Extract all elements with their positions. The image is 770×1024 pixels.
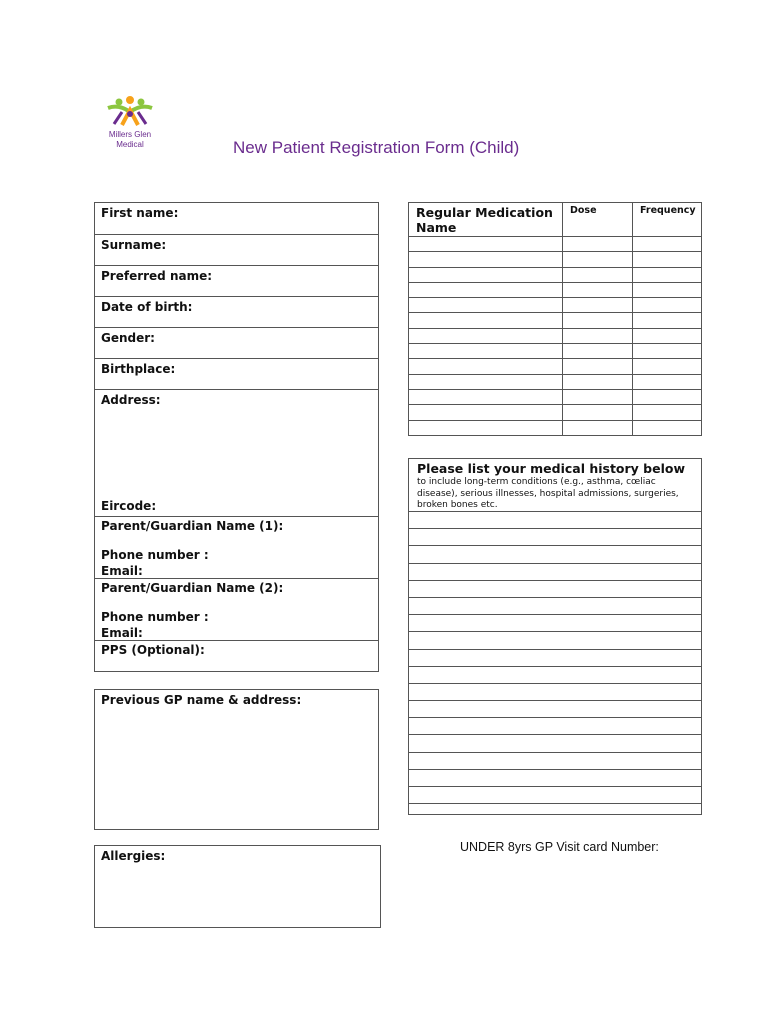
medication-cell[interactable] (633, 252, 702, 267)
medication-row (409, 298, 702, 313)
medication-cell[interactable] (633, 237, 702, 252)
medication-cell[interactable] (563, 389, 633, 404)
medication-cell[interactable] (633, 359, 702, 374)
medication-cell[interactable] (633, 328, 702, 343)
medication-table (408, 202, 702, 436)
medical-history-heading: Please list your medical history below (417, 461, 686, 476)
guardian1-phone-label: Phone number : (101, 548, 209, 562)
history-line[interactable] (409, 528, 701, 545)
medication-cell[interactable] (563, 282, 633, 297)
medication-cell[interactable] (409, 267, 563, 282)
medication-cell[interactable] (633, 282, 702, 297)
medication-cell[interactable] (409, 313, 563, 328)
first-name-label: First name: (101, 206, 179, 220)
medication-cell[interactable] (563, 267, 633, 282)
history-line[interactable] (409, 683, 701, 700)
gp-visit-card-label: UNDER 8yrs GP Visit card Number: (460, 840, 659, 854)
medication-name-header: Regular Medication Name (409, 203, 563, 237)
medication-row (409, 313, 702, 328)
medication-row (409, 389, 702, 404)
eircode-label: Eircode: (101, 499, 157, 513)
medication-row (409, 237, 702, 252)
guardian1-label: Parent/Guardian Name (1): (101, 519, 284, 533)
medication-cell[interactable] (409, 389, 563, 404)
address-field[interactable] (95, 390, 379, 517)
guardian2-email-label: Email: (101, 626, 143, 640)
medication-cell[interactable] (409, 328, 563, 343)
medication-cell[interactable] (563, 328, 633, 343)
people-logo-icon (100, 92, 160, 130)
medication-cell[interactable] (563, 374, 633, 389)
medication-cell[interactable] (563, 298, 633, 313)
medication-cell[interactable] (633, 298, 702, 313)
medication-row (409, 405, 702, 420)
medication-cell[interactable] (563, 252, 633, 267)
history-line[interactable] (409, 769, 701, 786)
form-title: New Patient Registration Form (Child) (233, 138, 520, 157)
guardian2-field[interactable] (95, 579, 379, 641)
dob-field[interactable] (95, 297, 379, 328)
medication-cell[interactable] (409, 282, 563, 297)
guardian1-field[interactable] (95, 517, 379, 579)
medication-cell[interactable] (563, 405, 633, 420)
medication-cell[interactable] (409, 405, 563, 420)
surname-label: Surname: (101, 238, 167, 252)
guardian2-label: Parent/Guardian Name (2): (101, 581, 284, 595)
medication-cell[interactable] (563, 344, 633, 359)
logo-line1: Millers Glen (108, 130, 152, 139)
medication-cell[interactable] (409, 252, 563, 267)
medication-row (409, 359, 702, 374)
allergies-box[interactable] (94, 845, 381, 928)
medication-cell[interactable] (633, 344, 702, 359)
medication-row (409, 282, 702, 297)
preferred-name-field[interactable] (95, 266, 379, 297)
medication-cell[interactable] (633, 267, 702, 282)
history-line[interactable] (409, 545, 701, 562)
history-line[interactable] (409, 734, 701, 751)
address-label: Address: (101, 393, 161, 407)
birthplace-label: Birthplace: (101, 362, 176, 376)
first-name-field[interactable] (95, 203, 379, 235)
frequency-header: Frequency (633, 203, 702, 237)
pps-label: PPS (Optional): (101, 643, 205, 657)
pps-field[interactable] (95, 641, 379, 672)
medication-cell[interactable] (563, 237, 633, 252)
history-line[interactable] (409, 649, 701, 666)
preferred-name-label: Preferred name: (101, 269, 213, 283)
medication-cell[interactable] (409, 344, 563, 359)
medication-cell[interactable] (633, 420, 702, 435)
previous-gp-box[interactable] (94, 689, 379, 830)
personal-details-table (94, 202, 379, 672)
history-line[interactable] (409, 563, 701, 580)
medical-history-lines (409, 511, 701, 815)
history-line[interactable] (409, 786, 701, 803)
dose-header: Dose (563, 203, 633, 237)
gender-field[interactable] (95, 328, 379, 359)
guardian1-email-label: Email: (101, 564, 143, 578)
medication-cell[interactable] (409, 237, 563, 252)
medication-cell[interactable] (633, 405, 702, 420)
surname-field[interactable] (95, 235, 379, 266)
history-line[interactable] (409, 717, 701, 734)
medication-cell[interactable] (633, 374, 702, 389)
medication-row (409, 420, 702, 435)
medication-cell[interactable] (563, 359, 633, 374)
history-line[interactable] (409, 511, 701, 528)
medication-row (409, 252, 702, 267)
guardian2-phone-label: Phone number : (101, 610, 209, 624)
previous-gp-label: Previous GP name & address: (101, 693, 302, 707)
medication-cell[interactable] (563, 313, 633, 328)
allergies-label: Allergies: (101, 849, 166, 863)
history-line[interactable] (409, 700, 701, 717)
logo-line2: Medical (116, 140, 144, 149)
medical-history-box (408, 458, 702, 815)
clinic-logo (100, 92, 160, 152)
history-line[interactable] (409, 631, 701, 648)
history-line[interactable] (409, 580, 701, 597)
medication-row (409, 328, 702, 343)
medication-cell[interactable] (563, 420, 633, 435)
medication-cell[interactable] (409, 298, 563, 313)
medical-history-note: to include long-term conditions (e.g., asthma, cœliac disease), serious illnesses, hospital admissions, surgeries, broken bones etc. (417, 477, 679, 510)
history-line[interactable] (409, 752, 701, 769)
history-line[interactable] (409, 666, 701, 683)
medication-row (409, 267, 702, 282)
medication-cell[interactable] (409, 374, 563, 389)
medication-cell[interactable] (633, 313, 702, 328)
history-line[interactable] (409, 803, 701, 815)
medication-row (409, 344, 702, 359)
dob-label: Date of birth: (101, 300, 193, 314)
gender-label: Gender: (101, 331, 155, 345)
medication-cell[interactable] (633, 389, 702, 404)
medication-cell[interactable] (409, 359, 563, 374)
medication-cell[interactable] (409, 420, 563, 435)
birthplace-field[interactable] (95, 359, 379, 390)
history-line[interactable] (409, 614, 701, 631)
medication-row (409, 374, 702, 389)
history-line[interactable] (409, 597, 701, 614)
